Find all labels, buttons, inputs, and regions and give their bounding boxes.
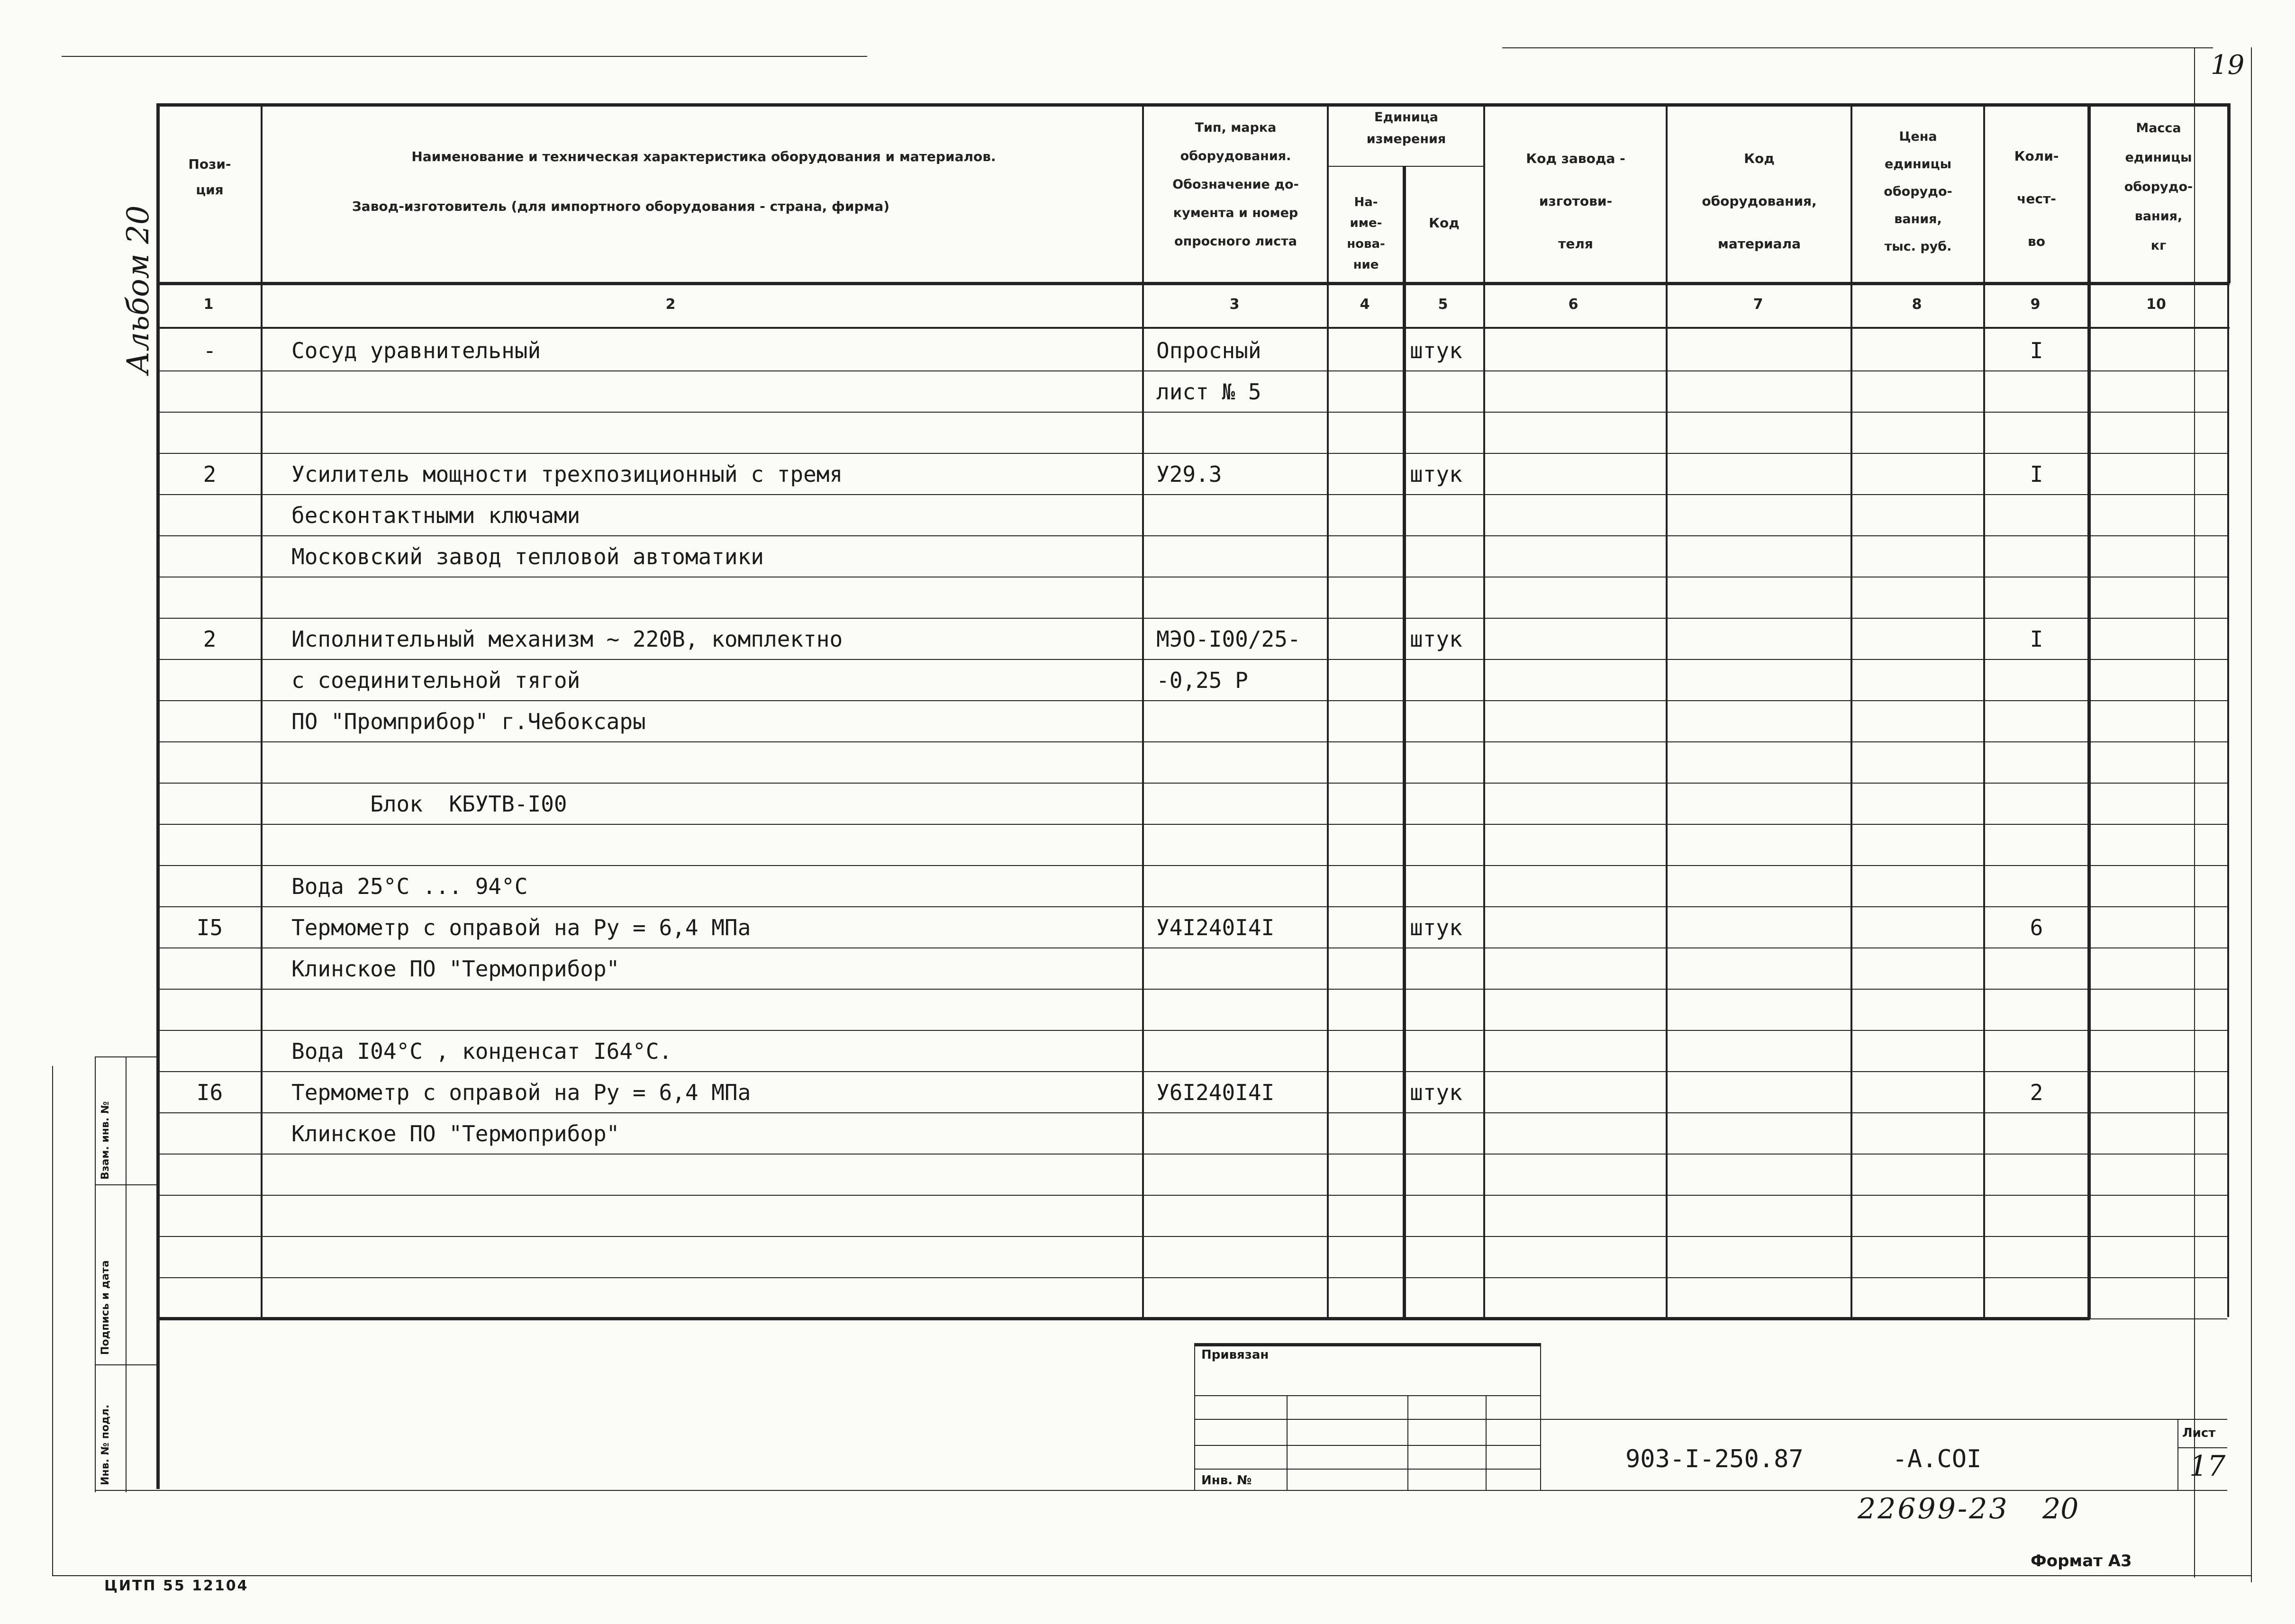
document-code: 903-I-250.87 -А.СОI	[1625, 1445, 1982, 1473]
name-cell: Сосуд уравнительный	[291, 338, 541, 363]
position-cell: 2	[203, 626, 217, 652]
name-cell: бесконтактными ключами	[291, 503, 581, 528]
name-cell: Вода 25°С ... 94°С	[291, 874, 528, 899]
stamp-col-line-1	[95, 1056, 96, 1492]
header-col5: Код	[1429, 215, 1460, 231]
unit-cell: штук	[1410, 1080, 1462, 1105]
row-divider	[156, 535, 2227, 536]
row-divider	[156, 453, 2227, 454]
row-divider	[156, 700, 2227, 701]
stamp-bottom	[95, 1490, 156, 1491]
name-cell: с соединительной тягой	[291, 668, 581, 693]
type-cell: У4I240I4I	[1156, 915, 1275, 940]
inv-no-label: Инв. №	[1201, 1473, 1252, 1488]
sheet-label: Лист	[2182, 1426, 2216, 1440]
type-cell: У29.3	[1156, 461, 1222, 487]
privyazan-row-3	[1194, 1445, 1540, 1446]
col-number-4: 4	[1360, 296, 1370, 313]
archive-number: 22699-23	[1858, 1492, 2009, 1525]
row-divider	[156, 1112, 2227, 1113]
position-cell: 2	[203, 461, 217, 487]
unit-group-divider	[1327, 166, 1483, 167]
col-number-7: 7	[1753, 296, 1763, 313]
colnum-bottom-border	[156, 327, 2230, 329]
col-number-9: 9	[2030, 296, 2041, 313]
unit-cell: штук	[1410, 626, 1462, 652]
header-col1: Пози- ция	[188, 156, 231, 198]
stamp-top	[95, 1056, 156, 1057]
row-divider	[156, 618, 2227, 619]
col-divider-6	[1666, 103, 1668, 1318]
position-cell: I6	[196, 1080, 223, 1105]
header-col10: Масса единицы оборудо- вания, кг	[2124, 121, 2193, 253]
quantity-cell: 2	[2030, 1080, 2043, 1105]
row-divider	[156, 1154, 2227, 1155]
privyazan-top	[1194, 1343, 1540, 1346]
header-col7: Код оборудования, материала	[1702, 151, 1817, 252]
type-cell: МЭО-I00/25-	[1156, 626, 1301, 652]
header-col4: На- име- нова- ние	[1347, 195, 1385, 272]
stamp-sign-date: Подпись и дата	[100, 1260, 111, 1355]
top-margin-line-right	[1502, 47, 2213, 48]
unit-cell: штук	[1410, 338, 1462, 363]
name-cell: Термометр с оправой на Ру = 6,4 МПа	[291, 1080, 751, 1105]
row-divider	[156, 1195, 2227, 1196]
name-cell: Московский завод тепловой автоматики	[291, 544, 764, 569]
page-number: 19	[2211, 50, 2245, 81]
unit-cell: штук	[1410, 461, 1462, 487]
col-number-10: 10	[2146, 296, 2166, 313]
header-bottom-border	[156, 282, 2230, 285]
col-divider-7	[1851, 103, 1852, 1318]
privyazan-row-4	[1194, 1469, 1540, 1470]
sheet-box-divider	[2177, 1447, 2227, 1448]
type-cell: У6I240I4I	[1156, 1080, 1275, 1105]
position-cell: I5	[196, 915, 223, 940]
stamp-col-line-2	[126, 1056, 127, 1492]
table-right-border	[2227, 103, 2231, 283]
sheet-box-left	[2177, 1419, 2178, 1490]
col-number-2: 2	[665, 296, 676, 313]
quantity-cell: I	[2030, 338, 2043, 363]
col-number-5: 5	[1438, 296, 1448, 313]
header-col2-line2: Завод-изготовитель (для импортного оборудования - страна, фирма)	[352, 198, 890, 214]
right-outer-frame-line	[2251, 47, 2252, 1582]
header-col9: Коли- чест- во	[2014, 148, 2059, 249]
quantity-cell: I	[2030, 626, 2043, 652]
row-divider	[156, 1318, 2227, 1319]
row-divider	[156, 906, 2227, 907]
col-divider-5	[1483, 103, 1485, 1318]
name-cell: Блок КБУТВ-I00	[291, 791, 567, 817]
privyazan-col-2	[1407, 1395, 1408, 1490]
privyazan-row-2	[1194, 1419, 1540, 1420]
row-divider	[156, 1236, 2227, 1237]
table-right-border-body	[2227, 282, 2229, 1317]
col-number-3: 3	[1229, 296, 1240, 313]
type-cell: лист № 5	[1156, 379, 1261, 405]
row-divider	[156, 370, 2227, 371]
name-cell: Клинское ПО "Термоприбор"	[291, 956, 620, 982]
col-divider-1	[261, 103, 263, 1318]
row-divider	[156, 783, 2227, 784]
row-divider	[156, 989, 2227, 990]
type-cell: Опросный	[1156, 338, 1261, 363]
row-divider	[156, 824, 2227, 825]
row-divider	[156, 947, 2227, 948]
header-unit-group: Единица измерения	[1366, 110, 1446, 146]
titleblock-bottom	[156, 1490, 2227, 1491]
footer-code: ЦИТП 55 12104	[104, 1578, 249, 1594]
stamp-div-2	[95, 1364, 156, 1365]
stamp-inv-vzam: Взам. инв. №	[100, 1101, 111, 1180]
privyazan-col-1	[1287, 1395, 1288, 1490]
header-col8: Цена единицы оборудо- вания, тыс. руб.	[1884, 129, 1952, 254]
row-divider	[156, 1277, 2227, 1278]
name-cell: Термометр с оправой на Ру = 6,4 МПа	[291, 915, 751, 940]
name-cell: Вода I04°С , конденсат I64°С.	[291, 1038, 672, 1064]
row-divider	[156, 494, 2227, 495]
format-label: Формат А3	[2031, 1552, 2132, 1570]
album-label: Альбом 20	[121, 205, 156, 374]
privyazan-left	[1194, 1343, 1195, 1490]
row-divider	[156, 659, 2227, 660]
quantity-cell: 6	[2030, 915, 2043, 940]
row-divider	[156, 1030, 2227, 1031]
header-col6: Код завода - изготови- теля	[1526, 151, 1625, 252]
col-number-1: 1	[203, 296, 214, 313]
quantity-cell: I	[2030, 461, 2043, 487]
name-cell: Клинское ПО "Термоприбор"	[291, 1121, 620, 1146]
name-cell: ПО "Промприбор" г.Чебоксары	[291, 709, 646, 734]
bottom-frame-line	[52, 1575, 2251, 1576]
table-left-border	[156, 103, 160, 1489]
top-margin-line	[62, 56, 867, 57]
col-divider-2	[1142, 103, 1144, 1318]
position-cell: -	[203, 338, 217, 363]
stamp-inv-podl: Инв. № подл.	[100, 1404, 111, 1485]
row-divider	[156, 741, 2227, 742]
header-col2-line1: Наименование и техническая характеристика оборудования и материалов.	[411, 149, 996, 164]
row-divider	[156, 412, 2227, 413]
privyazan-row-1	[1194, 1395, 1540, 1396]
row-divider	[156, 865, 2227, 866]
name-cell: Исполнительный механизм ~ 220В, комплектно	[291, 626, 843, 652]
titleblock-code-top	[1540, 1419, 2227, 1420]
type-cell: -0,25 Р	[1156, 668, 1248, 693]
unit-cell: штук	[1410, 915, 1462, 940]
table-top-border	[156, 103, 2230, 107]
col-divider-8	[1983, 103, 1985, 1318]
col-number-6: 6	[1568, 296, 1578, 313]
left-frame-line	[52, 1066, 53, 1575]
name-cell: Усилитель мощности трехпозиционный с тремя	[291, 461, 843, 487]
archive-album: 20	[2042, 1492, 2079, 1525]
stamp-div-1	[95, 1184, 156, 1185]
header-col3: Тип, марка оборудования. Обозначение до- кумента и номер опросного листа	[1172, 120, 1299, 249]
col-divider-9	[2087, 103, 2091, 1318]
row-divider	[156, 1071, 2227, 1072]
col-number-8: 8	[1912, 296, 1922, 313]
right-frame-line	[2194, 47, 2195, 1578]
privyazan-right	[1540, 1343, 1541, 1490]
privyazan-col-3	[1486, 1395, 1487, 1490]
privyazan-label: Привязан	[1201, 1348, 1269, 1362]
sheet-number: 17	[2189, 1450, 2226, 1483]
col-divider-3	[1327, 103, 1329, 1318]
